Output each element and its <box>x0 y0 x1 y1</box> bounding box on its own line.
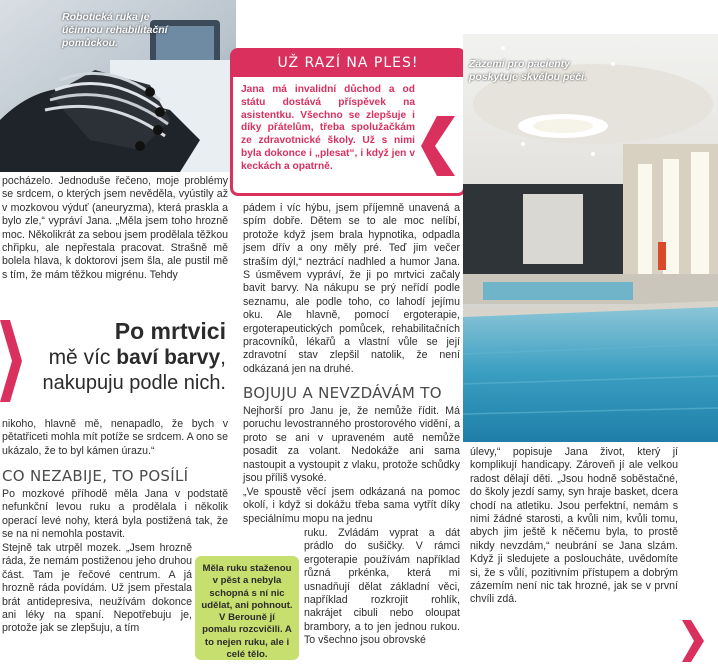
pink-infobox-text: Jana má invalidní důchod a od státu dostává příspěvek na asistentku. Všechno se zlepšuje i díky přátelům, třeba spolužačkám ze zdravotnické školy. Už s nimi byla dokonce i „plesat“, i když jen v keckách a opatrně. <box>241 84 415 172</box>
chevron-right-icon <box>0 320 22 402</box>
pool-caption: Zázemí pro pacienty poskytuje skvělou péči. <box>469 58 587 83</box>
col1-paragraph-4: Stejně tak utrpěl mozek. „Jsem hrozně ráda, že nemám postiženou jeho druhou část. Tam je řečové centrum. A já hrozně ráda povídám. Už jsem přestala brát antidepresiva, neužívám dokonce ani léky na spaní. Nepotřebuju je, protože jak se zlepšuju, a tím <box>2 542 192 635</box>
col1-paragraph-3: Po mozkové příhodě měla Jana v podstatě nefunkční levou ruku a prodělala i několik operací levé nohy, která byla postižená tak, že se na ni nemohla postavit. <box>2 488 228 541</box>
chevron-right-icon <box>682 620 704 662</box>
pull-quote-line-2 <box>30 345 226 371</box>
pull-quote-bold-1: Po mrtvici <box>114 318 226 344</box>
pink-infobox-title: UŽ RAZÍ NA PLES! <box>233 51 463 77</box>
pull-quote-line-3: nakupuju podle nich. <box>42 372 226 394</box>
pull-quote-bold-2: baví barvy <box>116 346 221 369</box>
green-infobox-text: Měla ruku staženou v pěst a nebyla schopná s ní nic udělat, ani pohnout. V Berouně jí pomalu rozcvičili. A to nejen ruku, ale i celé tělo. <box>201 563 293 661</box>
col1-paragraph-2: nikoho, hlavně mě, nenapadlo, že bych v pětatřiceti mohla mít potíže se srdcem. A ono se ukázalo, že to byl kámen úrazu.“ <box>2 418 228 457</box>
pool-illustration <box>463 34 718 442</box>
col2-paragraph-4: ruku. Zvládám vyprat a dát prádlo do sušičky. V rámci ergoterapie používám například různá prkénka, která mi usnadňují dělat základní věci, například rozkrojit rohlík, nakrájet cibuli nebo oloupat brambory, a to jen jednou rukou. To všechno jsou obrovské <box>304 527 460 647</box>
col2-paragraph-1: pádem i víc hýbu, jsem příjemně unavená a spím dobře. Dětem se to ale moc nelíbí, protože když jsem brala hypnotika, odpadla jsem dřív a ony měly pré. Teď jim večer straším dýl,“ neztrácí nadhled a humor Jana. S úsměvem vypráví, že ji po mrtvici začaly bavit barvy. Na nákupu se prý neřídí podle seznamu, ale podle toho, co lahodí jejímu oku. Ale hlavně, pomocí ergoterapie, ergoterapeutických pomůcek, rehabilitačních pracovníků, lékařů a vlastní vůle se její zdravotní stav zlepšil natolik, že není odkázaná jen na druhé. <box>243 202 460 375</box>
robot-hand-photo <box>0 0 236 172</box>
chevron-left-icon <box>421 116 455 176</box>
pink-infobox <box>230 48 466 196</box>
col1-paragraph-1: pocházelo. Jednoduše řečeno, moje problémy se srdcem, o kterých jsem nevěděla, vyústily až v mozkovou výduť (aneuryzma), která praskla a bylo zle,“ vypráví Jana. „Měla jsem toho hrozně moc. Několikrát za sebou jsem prodělala těžkou chřipku, ale nepřestala pracovat. Strašně mě bolela hlava, k doktorovi jsem šla, ale pustil mě s tím, že mám těžkou migrénu. Tehdy <box>2 175 228 281</box>
robot-hand-caption: Robotická ruka je účinnou rehabilitační pomůckou. <box>62 11 168 49</box>
col2-paragraph-3: „Ve spoustě věcí jsem odkázaná na pomoc okolí, i když si dokážu třeba sama vytřít díky speciálnímu mopu na jednu <box>243 486 460 525</box>
pull-quote-pre: mě víc <box>48 346 117 369</box>
col2-heading: BOJUJU A NEVZDÁVÁM TO <box>243 384 442 402</box>
col3-paragraph: úlevy,“ popisuje Jana život, který jí komplikují handicapy. Zároveň jí ale velkou radost dělají děti. „Jsou hodně soběstačné, do školy jezdí samy, syn hraje basket, dcera chodí na atletiku. Jsou perfektní, nemám s nimi žádné starosti, a kvůli nim, kvůli tomu, abych jim ještě k něčemu byla, to prostě nikdy nevzdám,“ neubrání se Jana slzám. Když ji sledujete a posloucháte, uvědomíte si, že s vůlí, pozitivním přístupem a dobrým zázemím není nic tak hrozné, jak se v první chvíli zdá. <box>470 446 678 606</box>
pull-quote-line-1 <box>30 318 226 345</box>
pool-photo <box>463 34 718 442</box>
green-infobox <box>195 556 299 660</box>
pull-quote <box>30 318 226 396</box>
col2-paragraph-2: Nejhorší pro Janu je, že nemůže řídit. Má poruchu levostranného prostorového vidění, a proto se ani v upraveném autě nemůže posadit za volant. Nedokáže ani sama nastoupit a vystoupit z vlaku, protože schůdky jsou příliš vysoké. <box>243 405 460 485</box>
pull-quote-post: , <box>220 346 226 369</box>
col1-heading: CO NEZABIJE, TO POSÍLÍ <box>2 467 189 485</box>
